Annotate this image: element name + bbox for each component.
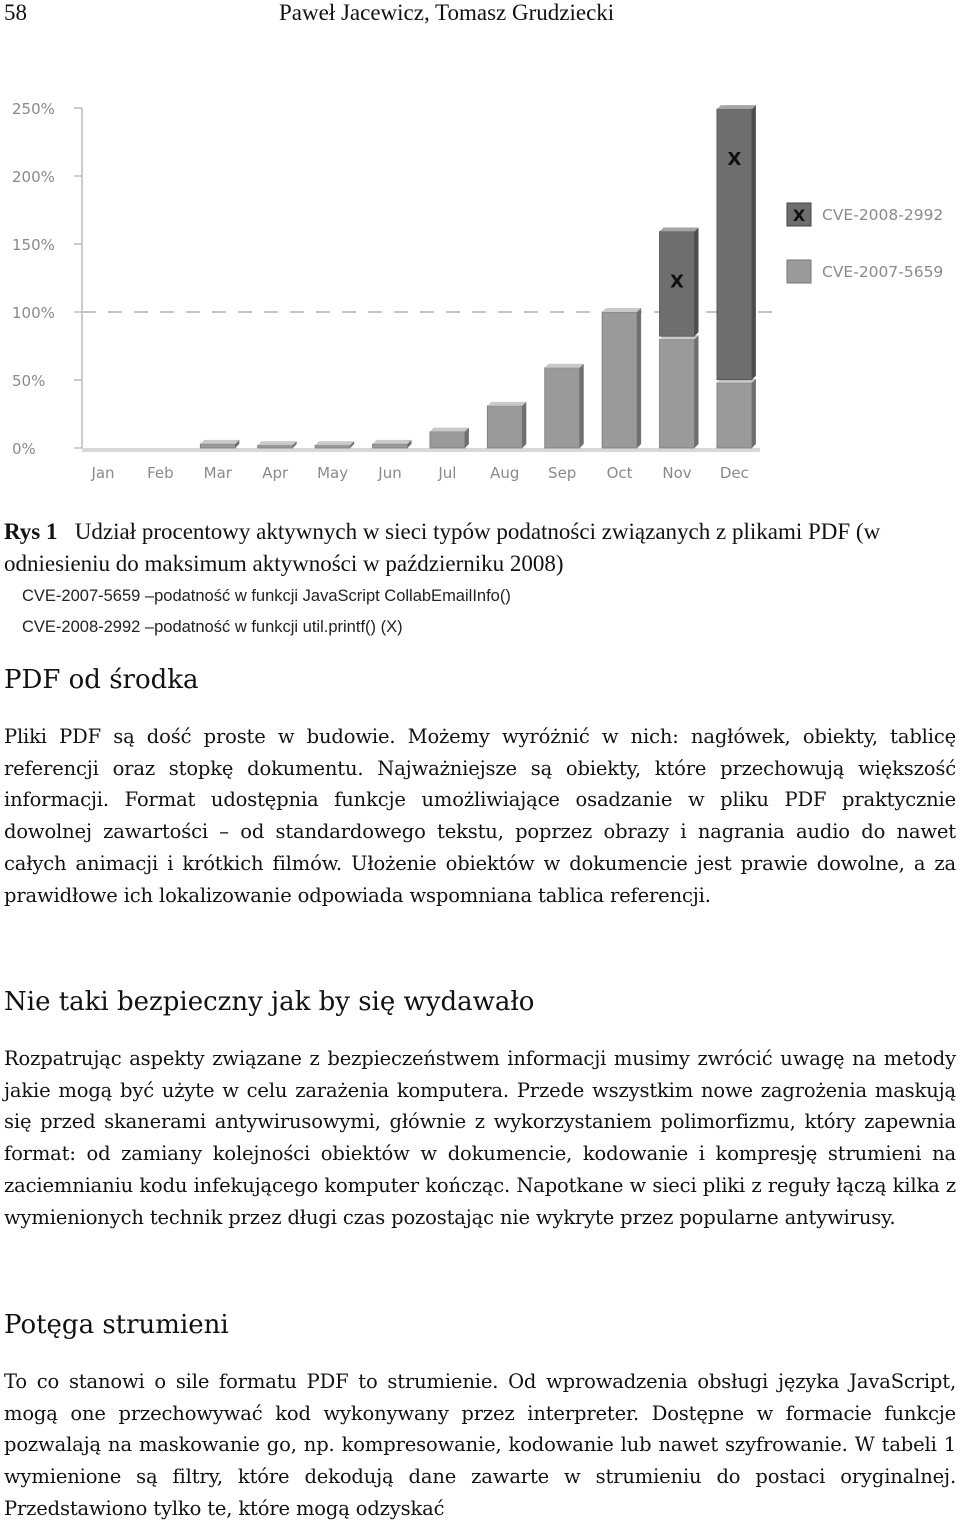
y-tick-label: 250% [12, 100, 55, 118]
x-tick-label: Aug [490, 464, 520, 482]
figure-caption [4, 516, 958, 580]
bar-cve-2007-5659 [487, 406, 522, 448]
bar-cve-2007-5659 [373, 444, 408, 448]
x-tick-label: Mar [203, 464, 232, 482]
bar-top-cve-2007-5659 [200, 440, 239, 444]
x-tick-label: Nov [662, 464, 692, 482]
caption-label: Rys 1 [4, 519, 58, 544]
legend-swatch-cve-2007-5659 [787, 260, 811, 283]
x-tick-label: Feb [147, 464, 174, 482]
bar-top-cve-2007-5659 [602, 308, 641, 312]
caption-text: Udział procentowy aktywnych w sieci typów podatności związanych z plikami PDF (w odniesieniu do maksimum aktywności w październiku 2008) [4, 519, 881, 576]
bar-side-cve-2007-5659 [752, 379, 756, 448]
bar-chart [0, 52, 960, 492]
bar-top-cve-2008-2992 [717, 105, 756, 109]
bar-side-cve-2008-2992 [695, 227, 699, 336]
legend-label-cve-2007-5659: CVE-2007-5659 [822, 263, 944, 281]
chart-floor [82, 448, 760, 452]
bar-cve-2007-5659 [717, 383, 752, 448]
bar-side-cve-2008-2992 [752, 105, 756, 380]
bar-side-cve-2007-5659 [637, 308, 641, 448]
bar-cve-2007-5659 [315, 445, 350, 448]
x-tick-label: Jan [91, 464, 115, 482]
bar-cve-2007-5659 [602, 312, 637, 448]
legend-label-cve-2008-2992: CVE-2008-2992 [822, 206, 944, 224]
bar-top-cve-2007-5659 [373, 440, 412, 444]
bar-top-cve-2007-5659 [258, 441, 297, 445]
x-tick-label: Dec [719, 464, 749, 482]
caption-legend-line-2: CVE-2008-2992 –podatność w funkcji util.printf() (X) [22, 618, 403, 636]
bar-cve-2007-5659 [430, 432, 465, 448]
authors: Paweł Jacewicz, Tomasz Grudziecki [279, 0, 615, 25]
y-tick-label: 100% [12, 304, 55, 322]
bar-cve-2007-5659 [258, 445, 293, 448]
y-tick-label: 0% [12, 440, 36, 458]
bar-marker-x: X [727, 149, 742, 171]
section-heading-pdf-od-srodka: PDF od środka [4, 665, 199, 695]
bar-top-cve-2007-5659 [545, 364, 584, 368]
bar-top-cve-2007-5659 [315, 441, 354, 445]
bar-top-cve-2008-2992 [660, 227, 699, 231]
bar-side-cve-2007-5659 [695, 335, 699, 448]
bar-side-cve-2007-5659 [522, 402, 526, 448]
y-tick-label: 50% [12, 372, 46, 390]
y-tick-label: 200% [12, 168, 55, 186]
bar-cve-2007-5659 [545, 368, 580, 448]
x-tick-label: Oct [606, 464, 633, 482]
x-tick-label: Apr [262, 464, 289, 482]
bar-cve-2007-5659 [660, 339, 695, 448]
page-number: 58 [4, 0, 27, 25]
section-heading-potega-strumieni: Potęga strumieni [4, 1310, 229, 1340]
x-tick-label: Jul [438, 464, 457, 482]
section-heading-nie-taki-bezpieczny: Nie taki bezpieczny jak by się wydawało [4, 987, 535, 1017]
x-tick-label: May [317, 464, 349, 482]
y-tick-label: 150% [12, 236, 55, 254]
section-body-nie-taki-bezpieczny: Rozpatrując aspekty związane z bezpieczeństwem informacji musimy zwrócić uwagę na metody jakie mogą być użyte w celu zarażenia komputera. Przede wszystkim nowe zagrożenia maskują się przed skanerami antywirusowymi, głównie z wykorzystaniem polimorfizmu, który zapewnia format: od zamiany kolejności obiektów w dokumencie, kodowanie i kompresję strumieni na zaciemnianiu kodu infekującego komputer kończąc. Napotkane w sieci pliki z reguły łączą kilka z wymienionych technik przez długi czas pozostając nie wykryte przez popularne antywirusy. [4, 1047, 956, 1229]
bar-marker-x: X [670, 271, 684, 293]
bar-side-cve-2007-5659 [580, 364, 584, 448]
x-tick-label: Jun [378, 464, 402, 482]
x-tick-label: Sep [548, 464, 577, 482]
caption-legend-line-1: CVE-2007-5659 –podatność w funkcji JavaScript CollabEmailInfo() [22, 587, 511, 605]
running-header [0, 0, 960, 28]
section-body-pdf-od-srodka: Pliki PDF są dość proste w budowie. Możemy wyróżnić w nich: nagłówek, obiekty, tablicę referencji oraz stopkę dokumentu. Najważniejsze są obiekty, które przechowują większość informacji. Format udostępnia funkcje umożliwiające osadzanie w pliku PDF praktycznie dowolnej zawartości – od standardowego tekstu, poprzez obrazy i nagrania audio do nawet całych animacji i krótkich filmów. Ułożenie obiektów w dokumencie jest prawie dowolne, a za prawidłowe ich lokalizowanie odpowiada wspomniana tablica referencji. [4, 725, 956, 907]
legend-marker-x: X [792, 206, 806, 225]
section-body-potega-strumieni: To co stanowi o sile formatu PDF to strumienie. Od wprowadzenia obsługi języka JavaScript, mogą one przechowywać kod wykonywany przez interpreter. Dostępne w formacie funkcje pozwalają na maskowanie go, np. kompresowanie, kodowanie lub nawet szyfrowanie. W tabeli 1 wymienione są filtry, które dekodują dane zawarte w strumieniu do postaci oryginalnej. Przedstawiono tylko te, które mogą odzyskać [4, 1370, 956, 1520]
bar-cve-2007-5659 [200, 444, 235, 448]
bar-top-cve-2007-5659 [487, 402, 526, 406]
bar-top-cve-2007-5659 [430, 428, 469, 432]
